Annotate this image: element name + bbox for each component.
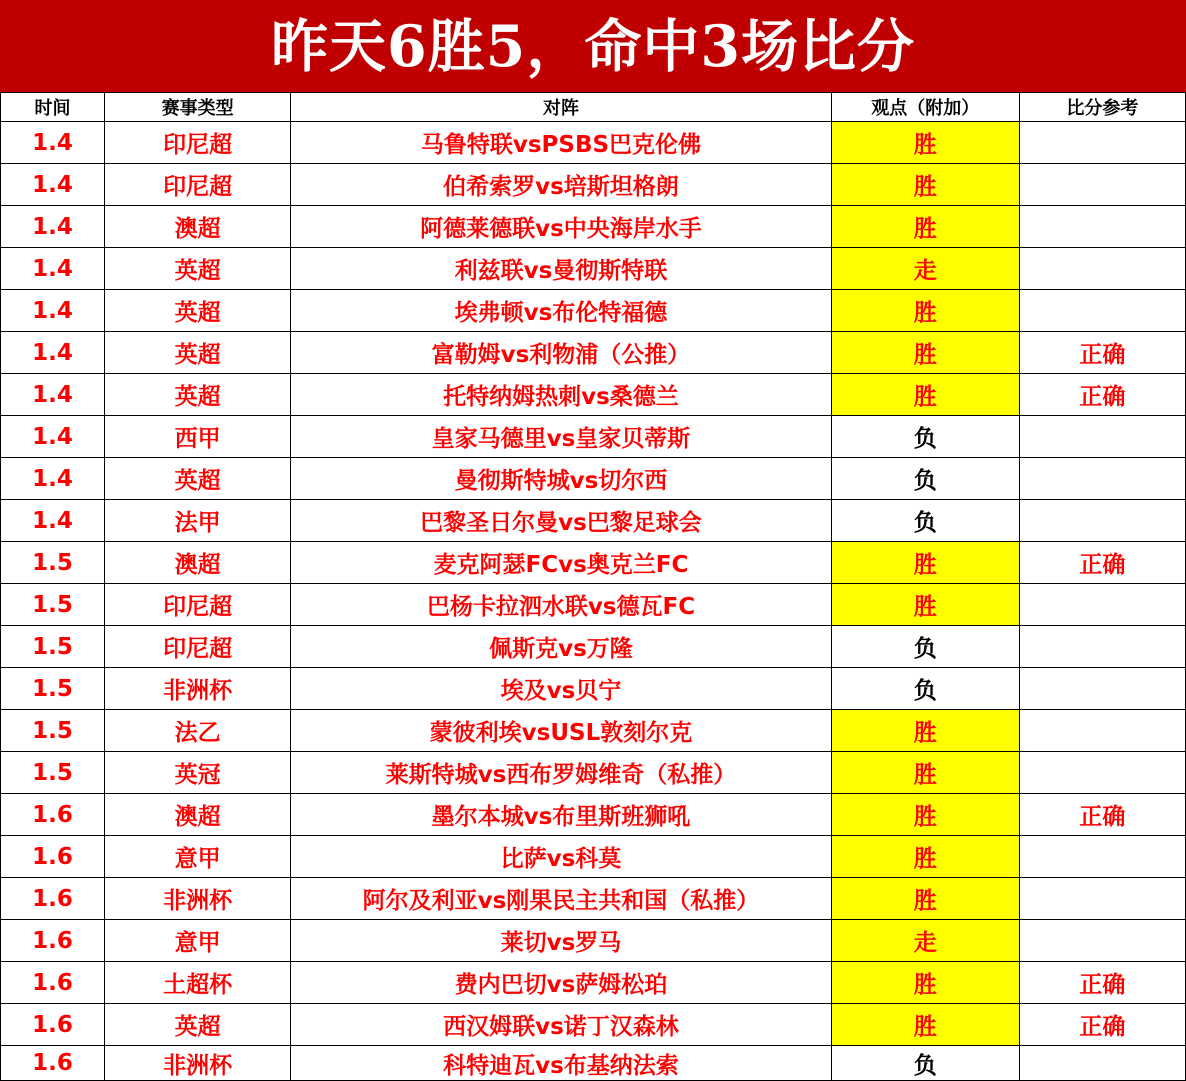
cell-competition-type: 非洲杯 — [105, 668, 291, 710]
cell-competition-type: 印尼超 — [105, 122, 291, 164]
cell-competition-type: 英超 — [105, 374, 291, 416]
header-type: 赛事类型 — [105, 93, 291, 122]
cell-view: 负 — [831, 1046, 1019, 1081]
table-row — [1, 962, 1186, 1004]
cell-score-reference: 正确 — [1019, 374, 1185, 416]
cell-score-reference — [1019, 836, 1185, 878]
cell-score-reference — [1019, 920, 1185, 962]
cell-score-reference — [1019, 416, 1185, 458]
table-header — [1, 93, 1186, 122]
table-row — [1, 374, 1186, 416]
cell-match: 科特迪瓦vs布基纳法索 — [291, 1046, 831, 1081]
cell-score-reference: 正确 — [1019, 1004, 1185, 1046]
cell-score-reference: 正确 — [1019, 332, 1185, 374]
cell-score-reference — [1019, 626, 1185, 668]
cell-score-reference — [1019, 206, 1185, 248]
cell-view: 胜 — [831, 206, 1019, 248]
cell-match: 巴杨卡拉泗水联vs德瓦FC — [291, 584, 831, 626]
cell-match: 墨尔本城vs布里斯班狮吼 — [291, 794, 831, 836]
cell-time: 1.5 — [1, 626, 105, 668]
cell-competition-type: 意甲 — [105, 920, 291, 962]
table-row — [1, 332, 1186, 374]
table-row — [1, 542, 1186, 584]
cell-time: 1.4 — [1, 458, 105, 500]
cell-match: 利兹联vs曼彻斯特联 — [291, 248, 831, 290]
table-row — [1, 290, 1186, 332]
cell-score-reference: 正确 — [1019, 962, 1185, 1004]
table-row — [1, 710, 1186, 752]
cell-competition-type: 意甲 — [105, 836, 291, 878]
cell-time: 1.4 — [1, 164, 105, 206]
cell-score-reference — [1019, 710, 1185, 752]
table-row — [1, 164, 1186, 206]
cell-time: 1.4 — [1, 290, 105, 332]
cell-view: 负 — [831, 500, 1019, 542]
cell-score-reference — [1019, 584, 1185, 626]
table-row — [1, 668, 1186, 710]
cell-time: 1.4 — [1, 122, 105, 164]
cell-time: 1.4 — [1, 416, 105, 458]
cell-match: 费内巴切vs萨姆松珀 — [291, 962, 831, 1004]
table-row — [1, 206, 1186, 248]
cell-competition-type: 英超 — [105, 248, 291, 290]
cell-time: 1.6 — [1, 836, 105, 878]
cell-match: 马鲁特联vsPSBS巴克伦佛 — [291, 122, 831, 164]
table-row — [1, 1004, 1186, 1046]
cell-view: 胜 — [831, 1004, 1019, 1046]
cell-time: 1.6 — [1, 1004, 105, 1046]
cell-score-reference — [1019, 500, 1185, 542]
header-view: 观点（附加） — [831, 93, 1019, 122]
cell-match: 比萨vs科莫 — [291, 836, 831, 878]
cell-time: 1.6 — [1, 962, 105, 1004]
cell-score-reference — [1019, 1046, 1185, 1081]
cell-view: 胜 — [831, 584, 1019, 626]
table-row — [1, 794, 1186, 836]
cell-score-reference — [1019, 878, 1185, 920]
cell-time: 1.5 — [1, 584, 105, 626]
cell-match: 佩斯克vs万隆 — [291, 626, 831, 668]
cell-view: 负 — [831, 458, 1019, 500]
cell-view: 胜 — [831, 836, 1019, 878]
cell-score-reference — [1019, 122, 1185, 164]
cell-competition-type: 印尼超 — [105, 626, 291, 668]
cell-view: 走 — [831, 920, 1019, 962]
table-row — [1, 122, 1186, 164]
cell-competition-type: 印尼超 — [105, 164, 291, 206]
cell-match: 皇家马德里vs皇家贝蒂斯 — [291, 416, 831, 458]
cell-time: 1.5 — [1, 752, 105, 794]
cell-competition-type: 英冠 — [105, 752, 291, 794]
cell-view: 负 — [831, 416, 1019, 458]
cell-view: 胜 — [831, 710, 1019, 752]
cell-view: 胜 — [831, 752, 1019, 794]
cell-match: 阿尔及利亚vs刚果民主共和国（私推） — [291, 878, 831, 920]
cell-competition-type: 非洲杯 — [105, 878, 291, 920]
cell-time: 1.4 — [1, 332, 105, 374]
cell-competition-type: 英超 — [105, 1004, 291, 1046]
header-score: 比分参考 — [1019, 93, 1185, 122]
table-row — [1, 836, 1186, 878]
cell-score-reference — [1019, 248, 1185, 290]
banner — [0, 0, 1186, 92]
cell-competition-type: 澳超 — [105, 794, 291, 836]
cell-match: 埃及vs贝宁 — [291, 668, 831, 710]
cell-score-reference — [1019, 458, 1185, 500]
table-body — [1, 122, 1186, 1081]
cell-view: 走 — [831, 248, 1019, 290]
cell-match: 伯希索罗vs培斯坦格朗 — [291, 164, 831, 206]
cell-competition-type: 印尼超 — [105, 584, 291, 626]
table-row — [1, 626, 1186, 668]
cell-view: 胜 — [831, 332, 1019, 374]
cell-view: 胜 — [831, 374, 1019, 416]
header-time: 时间 — [1, 93, 105, 122]
cell-view: 胜 — [831, 878, 1019, 920]
cell-match: 西汉姆联vs诺丁汉森林 — [291, 1004, 831, 1046]
cell-competition-type: 英超 — [105, 458, 291, 500]
cell-view: 胜 — [831, 794, 1019, 836]
table-row — [1, 1046, 1186, 1081]
table-row — [1, 920, 1186, 962]
table-row — [1, 416, 1186, 458]
cell-match: 麦克阿瑟FCvs奥克兰FC — [291, 542, 831, 584]
cell-score-reference — [1019, 290, 1185, 332]
cell-competition-type: 法甲 — [105, 500, 291, 542]
cell-competition-type: 英超 — [105, 332, 291, 374]
table-row — [1, 500, 1186, 542]
cell-competition-type: 英超 — [105, 290, 291, 332]
cell-time: 1.6 — [1, 1046, 105, 1081]
cell-view: 胜 — [831, 290, 1019, 332]
cell-score-reference: 正确 — [1019, 542, 1185, 584]
cell-time: 1.4 — [1, 206, 105, 248]
cell-view: 胜 — [831, 164, 1019, 206]
cell-match: 莱切vs罗马 — [291, 920, 831, 962]
cell-score-reference — [1019, 164, 1185, 206]
cell-competition-type: 澳超 — [105, 542, 291, 584]
cell-score-reference — [1019, 668, 1185, 710]
cell-time: 1.5 — [1, 710, 105, 752]
cell-view: 胜 — [831, 962, 1019, 1004]
header-match: 对阵 — [291, 93, 831, 122]
header-row — [1, 93, 1186, 122]
cell-time: 1.5 — [1, 668, 105, 710]
banner-title: 昨天6胜5，命中3场比分 — [271, 12, 915, 80]
cell-match: 埃弗顿vs布伦特福德 — [291, 290, 831, 332]
cell-match: 托特纳姆热刺vs桑德兰 — [291, 374, 831, 416]
cell-competition-type: 非洲杯 — [105, 1046, 291, 1081]
table-row — [1, 584, 1186, 626]
cell-time: 1.4 — [1, 374, 105, 416]
cell-match: 富勒姆vs利物浦（公推） — [291, 332, 831, 374]
cell-time: 1.6 — [1, 794, 105, 836]
cell-time: 1.5 — [1, 542, 105, 584]
cell-time: 1.6 — [1, 878, 105, 920]
table-row — [1, 878, 1186, 920]
cell-competition-type: 西甲 — [105, 416, 291, 458]
cell-score-reference — [1019, 752, 1185, 794]
cell-view: 负 — [831, 626, 1019, 668]
cell-match: 莱斯特城vs西布罗姆维奇（私推） — [291, 752, 831, 794]
table-row — [1, 248, 1186, 290]
cell-view: 胜 — [831, 122, 1019, 164]
cell-competition-type: 澳超 — [105, 206, 291, 248]
table-row — [1, 752, 1186, 794]
cell-competition-type: 法乙 — [105, 710, 291, 752]
cell-match: 巴黎圣日尔曼vs巴黎足球会 — [291, 500, 831, 542]
cell-view: 胜 — [831, 542, 1019, 584]
predictions-table — [0, 92, 1186, 1081]
cell-match: 蒙彼利埃vsUSL敦刻尔克 — [291, 710, 831, 752]
table-row — [1, 458, 1186, 500]
cell-time: 1.4 — [1, 248, 105, 290]
cell-time: 1.6 — [1, 920, 105, 962]
cell-view: 负 — [831, 668, 1019, 710]
cell-time: 1.4 — [1, 500, 105, 542]
cell-match: 曼彻斯特城vs切尔西 — [291, 458, 831, 500]
cell-score-reference: 正确 — [1019, 794, 1185, 836]
cell-competition-type: 土超杯 — [105, 962, 291, 1004]
cell-match: 阿德莱德联vs中央海岸水手 — [291, 206, 831, 248]
